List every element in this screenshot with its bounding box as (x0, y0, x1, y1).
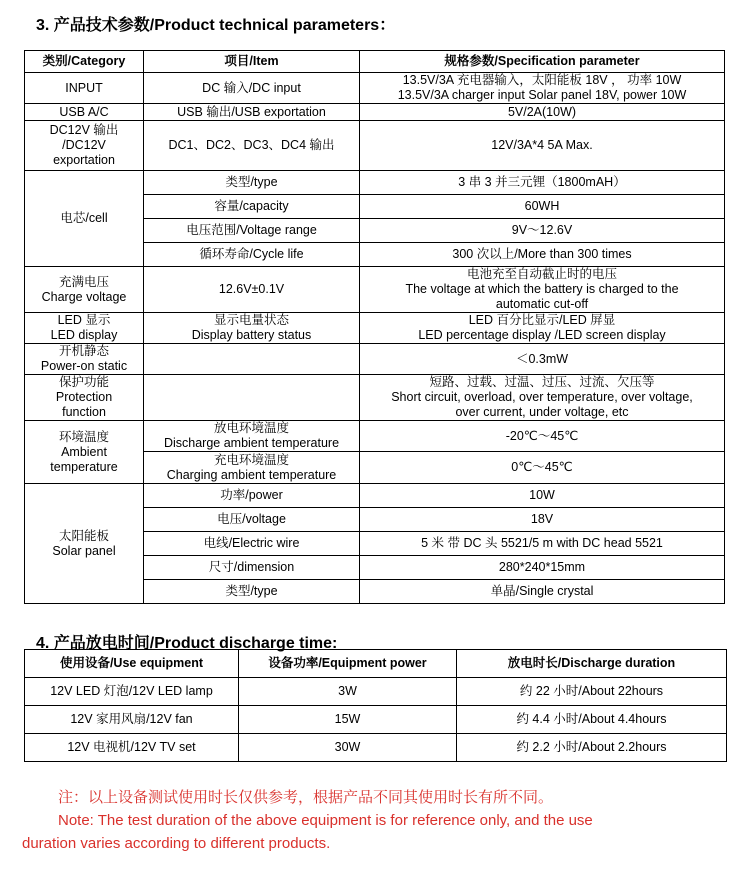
category-cell: USB A/C (25, 104, 144, 121)
category-cell: 充满电压 Charge voltage (25, 267, 144, 313)
table-row (25, 104, 725, 121)
duration-cell: 约 2.2 小时/About 2.2hours (457, 734, 727, 762)
category-cell: INPUT (25, 73, 144, 104)
spec-cell: 短路、过载、过温、过压、过流、欠压等 Short circuit, overload, over temperature, over voltage, over current, under voltage, etc (360, 375, 725, 421)
device-cell: 12V LED 灯泡/12V LED lamp (25, 678, 239, 706)
device-cell: 12V 家用风扇/12V fan (25, 706, 239, 734)
section4-title: 4. 产品放电时间/Product discharge time: (36, 635, 338, 652)
note-en-line1: Note: The test duration of the above equipment is for reference only, and the use (58, 812, 593, 829)
table-row (25, 344, 725, 375)
item-cell: DC1、DC2、DC3、DC4 输出 (144, 121, 360, 171)
item-cell: 充电环境温度 Charging ambient temperature (144, 452, 360, 484)
category-cell: LED 显示 LED display (25, 313, 144, 344)
table-row (25, 375, 725, 421)
power-cell: 15W (239, 706, 457, 734)
item-cell: 功率/power (144, 484, 360, 508)
note-en-line2: duration varies according to different products. (22, 835, 331, 852)
spec-cell: 单晶/Single crystal (360, 580, 725, 604)
header-power: 设备功率/Equipment power (239, 650, 457, 678)
table-row (25, 678, 727, 706)
category-cell: 开机静态 Power-on static (25, 344, 144, 375)
duration-cell: 约 22 小时/About 22hours (457, 678, 727, 706)
category-cell: 电芯/cell (25, 171, 144, 267)
item-cell: 放电环境温度 Discharge ambient temperature (144, 421, 360, 452)
spec-cell: 5 米 带 DC 头 5521/5 m with DC head 5521 (360, 532, 725, 556)
spec-cell: 3 串 3 并三元锂（1800mAH） (360, 171, 725, 195)
section3-title: 3. 产品技术参数/Product technical parameters： (36, 17, 396, 34)
spec-cell: 300 次以上/More than 300 times (360, 243, 725, 267)
table-row (25, 484, 725, 508)
item-cell: DC 输入/DC input (144, 73, 360, 104)
category-cell: 环境温度 Ambient temperature (25, 421, 144, 484)
spec-cell: 电池充至自动截止时的电压 The voltage at which the battery is charged to the automatic cut-off (360, 267, 725, 313)
category-cell: 保护功能 Protection function (25, 375, 144, 421)
table-row (25, 706, 727, 734)
header-equipment: 使用设备/Use equipment (25, 650, 239, 678)
item-cell: 类型/type (144, 580, 360, 604)
item-cell: 显示电量状态 Display battery status (144, 313, 360, 344)
header-category: 类别/Category (25, 51, 144, 73)
spec-cell: 9V～12.6V (360, 219, 725, 243)
table-row (25, 421, 725, 452)
item-cell (144, 344, 360, 375)
spec-cell: 5V/2A(10W) (360, 104, 725, 121)
duration-cell: 约 4.4 小时/About 4.4hours (457, 706, 727, 734)
power-cell: 30W (239, 734, 457, 762)
item-cell: 循环寿命/Cycle life (144, 243, 360, 267)
table-row (25, 171, 725, 195)
power-cell: 3W (239, 678, 457, 706)
item-cell: 类型/type (144, 171, 360, 195)
table-row (25, 734, 727, 762)
spec-cell: 10W (360, 484, 725, 508)
spec-cell: LED 百分比显示/LED 屏显 LED percentage display /LED screen display (360, 313, 725, 344)
category-cell: 太阳能板 Solar panel (25, 484, 144, 604)
item-cell: 12.6V±0.1V (144, 267, 360, 313)
item-cell: 电线/Electric wire (144, 532, 360, 556)
item-cell (144, 375, 360, 421)
header-item: 项目/Item (144, 51, 360, 73)
spec-cell: 280*240*15mm (360, 556, 725, 580)
table-row (25, 73, 725, 104)
spec-cell: 60WH (360, 195, 725, 219)
spec-cell: 18V (360, 508, 725, 532)
item-cell: 容量/capacity (144, 195, 360, 219)
spec-cell: 0℃～45℃ (360, 452, 725, 484)
category-cell: DC12V 输出 /DC12V exportation (25, 121, 144, 171)
item-cell: 电压范围/Voltage range (144, 219, 360, 243)
item-cell: 电压/voltage (144, 508, 360, 532)
table-row (25, 121, 725, 171)
table-row (25, 267, 725, 313)
header-duration: 放电时长/Discharge duration (457, 650, 727, 678)
item-cell: 尺寸/dimension (144, 556, 360, 580)
header-spec: 规格参数/Specification parameter (360, 51, 725, 73)
spec-cell: 13.5V/3A 充电器输入，太阳能板 18V ， 功率 10W 13.5V/3A charger input Solar panel 18V, power 10W (360, 73, 725, 104)
spec-cell: -20℃～45℃ (360, 421, 725, 452)
tech-params-table (24, 50, 725, 604)
note-cn: 注：以上设备测试使用时长仅供参考，根据产品不同其使用时长有所不同。 (58, 789, 554, 806)
discharge-time-table (24, 649, 727, 762)
spec-cell: ＜0.3mW (360, 344, 725, 375)
spec-cell: 12V/3A*4 5A Max. (360, 121, 725, 171)
table-row (25, 313, 725, 344)
item-cell: USB 输出/USB exportation (144, 104, 360, 121)
device-cell: 12V 电视机/12V TV set (25, 734, 239, 762)
